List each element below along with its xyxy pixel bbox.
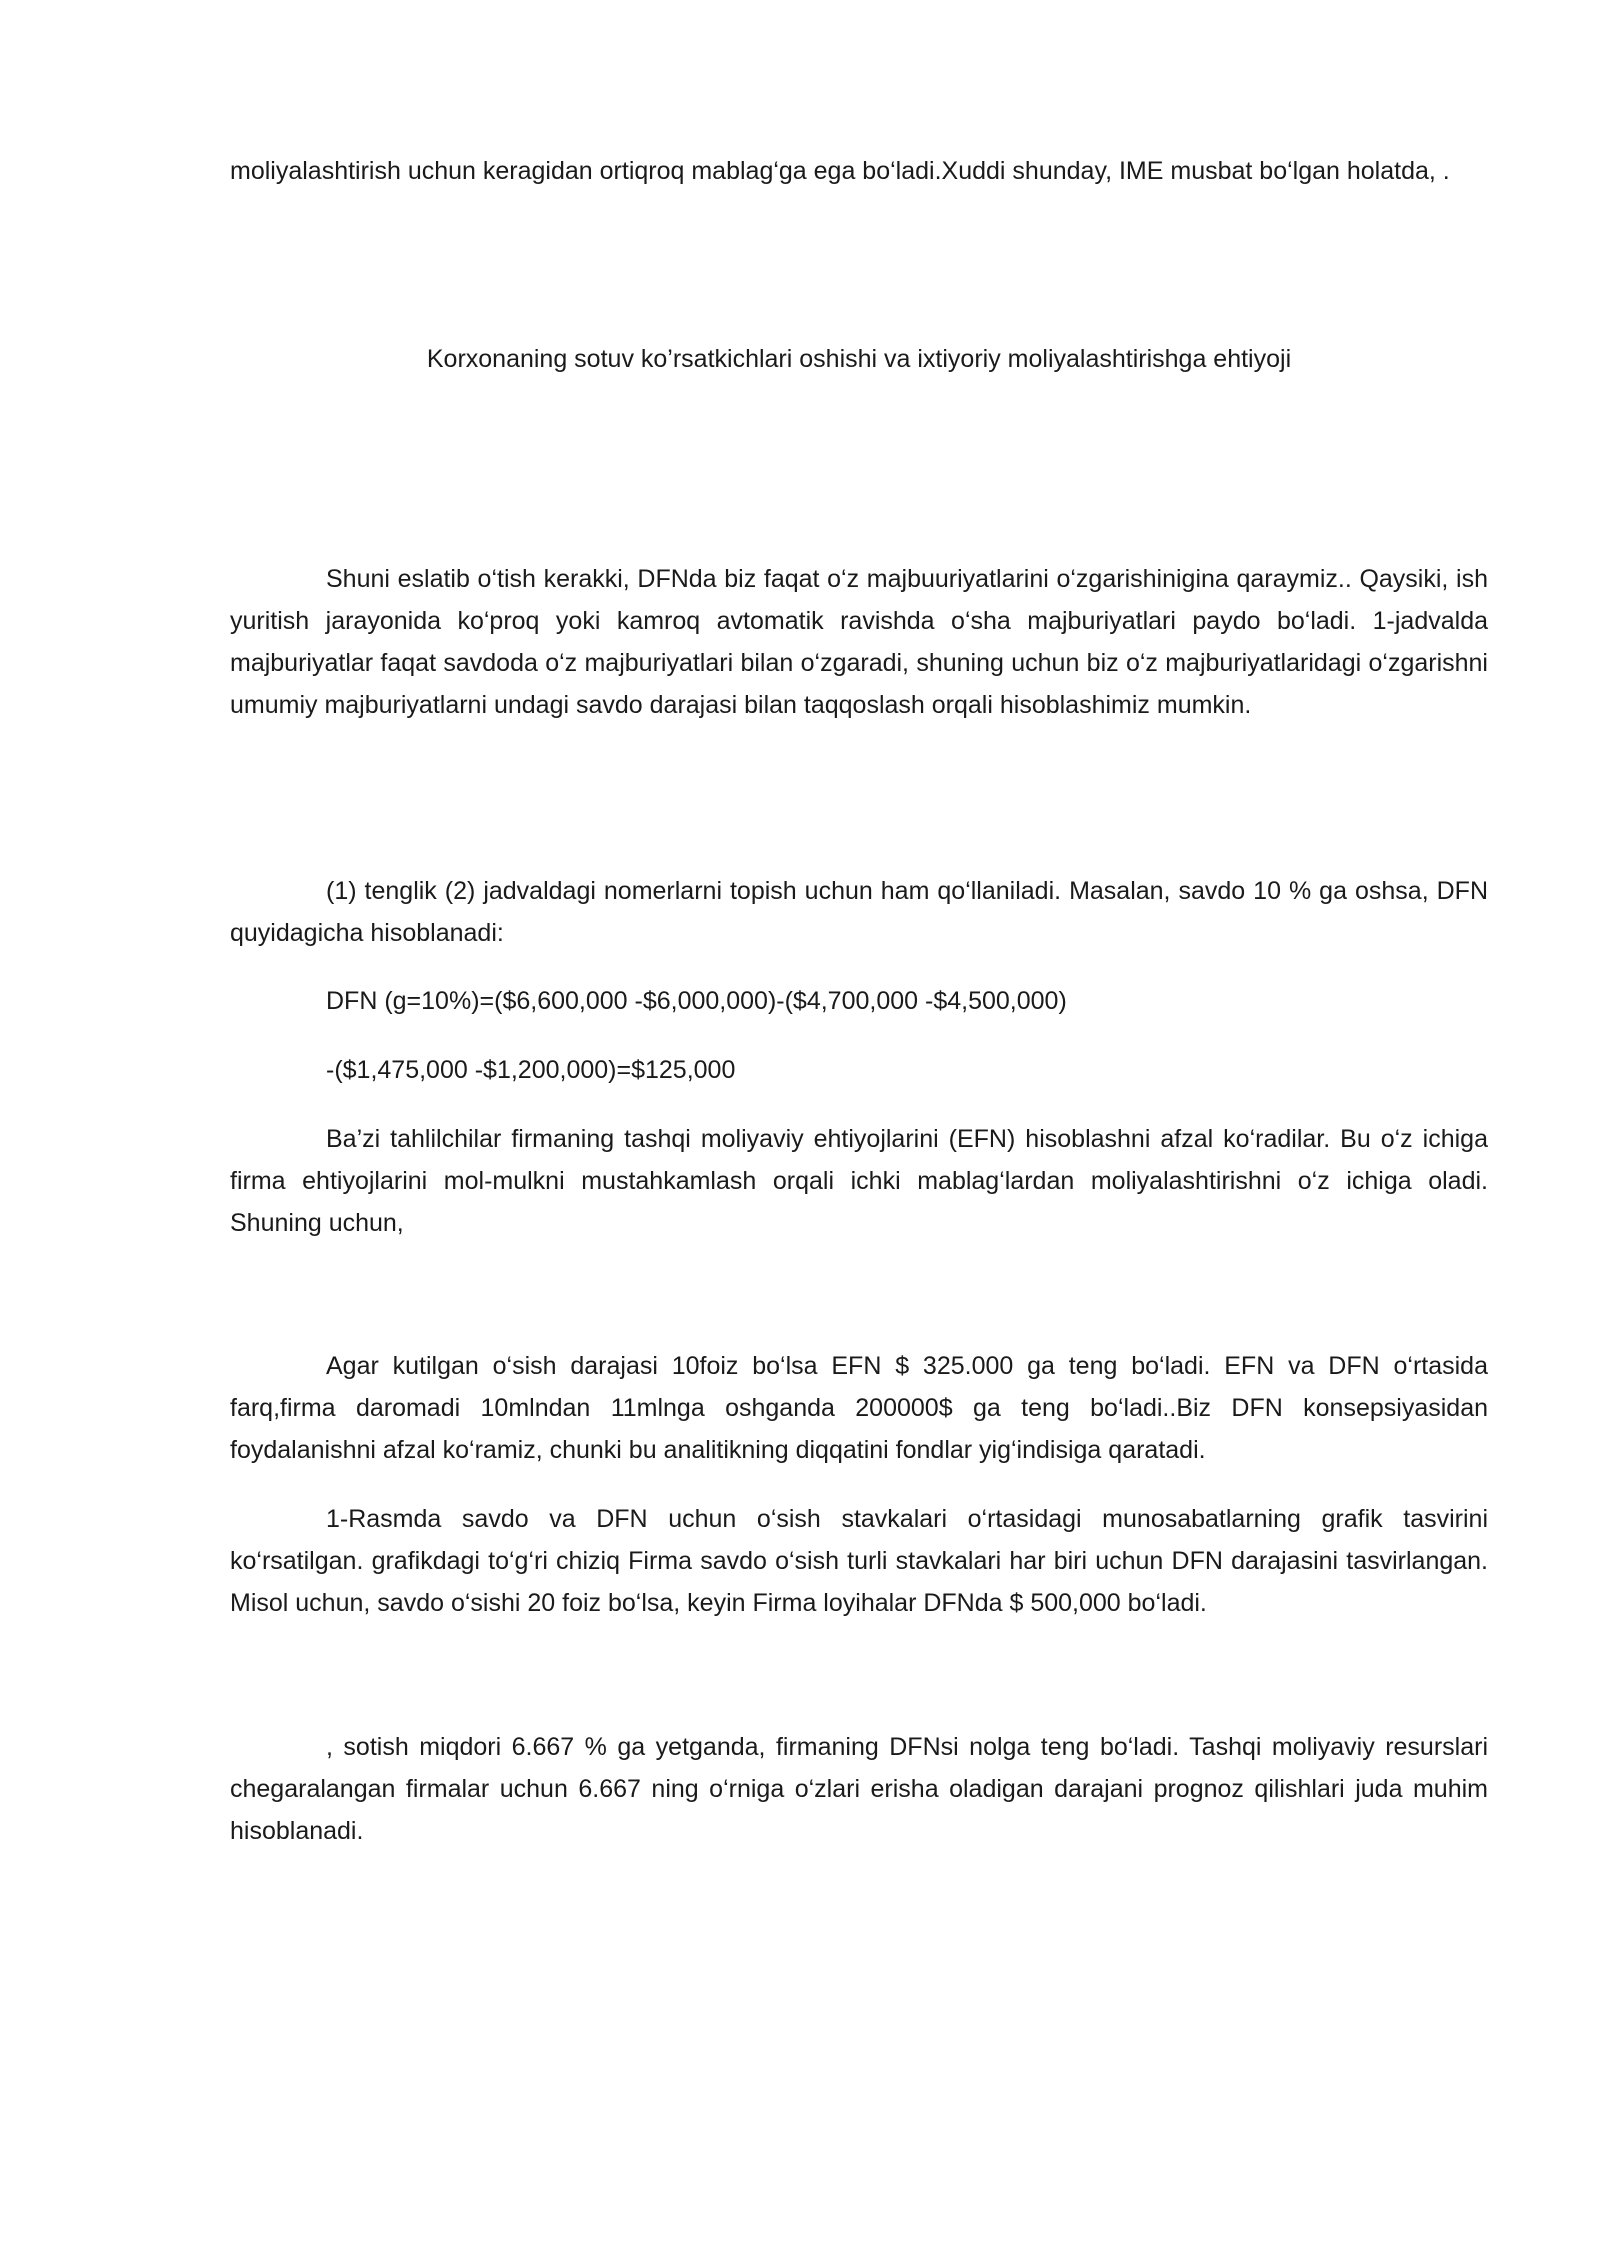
paragraph-efn: Ba’zi tahlilchilar firmaning tashqi moliyaviy ehtiyojlarini (EFN) hisoblashni afzal ko‘radilar. Bu o‘z ichiga firma ehtiyojlarini mol-mulkni mustahkamlash orqali ichki mablag‘lardan moliyalashtirishni o‘z ichiga oladi. Shuning uchun,	[230, 1125, 1488, 1237]
paragraph-growth-rate: Agar kutilgan o‘sish darajasi 10foiz bo‘lsa EFN $ 325.000 ga teng bo‘ladi. EFN va DFN o‘rtasida farq,firma daromadi 10mlndan 11mlnga oshganda 200000$ ga teng bo‘ladi..Biz DFN konsepsiyasidan foydalanishni afzal ko‘ramiz, chunki bu analitikning diqqatini fondlar yig‘indisiga qaratadi.	[230, 1352, 1488, 1464]
formula-line-1: DFN (g=10%)=($6,600,000 -$6,000,000)-($4,700,000 -$4,500,000)	[326, 987, 1067, 1015]
paragraph-zero-dfn: , sotish miqdori 6.667 % ga yetganda, firmaning DFNsi nolga teng bo‘ladi. Tashqi moliyaviy resurslari chegaralangan firmalar uchun 6.667 ning o‘rniga o‘zlari erisha oladigan darajani prognoz qilishlari juda muhim hisoblanadi.	[230, 1733, 1488, 1845]
paragraph-figure-description: 1-Rasmda savdo va DFN uchun o‘sish stavkalari o‘rtasidagi munosabatlarning grafik tasvirini ko‘rsatilgan. grafikdagi to‘g‘ri chiziq Firma savdo o‘sish turli stavkalari har biri uchun DFN darajasini tasvirlangan. Misol uchun, savdo o‘sishi 20 foiz bo‘lsa, keyin Firma loyihalar DFNda $ 500,000 bo‘ladi.	[230, 1505, 1488, 1617]
paragraph-equation-usage: (1) tenglik (2) jadvaldagi nomerlarni topish uchun ham qo‘llaniladi. Masalan, savdo 10 % ga oshsa, DFN quyidagicha hisoblanadi:	[230, 877, 1488, 947]
section-heading: Korxonaning sotuv ko’rsatkichlari oshishi va ixtiyoriy moliyalashtirishga ehtiyoji	[426, 345, 1292, 373]
paragraph-intro: moliyalashtirish uchun keragidan ortiqroq mablag‘ga ega bo‘ladi.Xuddi shunday, IME musbat bo‘lgan holatda, .	[230, 157, 1450, 185]
formula-line-2: -($1,475,000 -$1,200,000)=$125,000	[326, 1056, 736, 1084]
paragraph-dfn-liabilities: Shuni eslatib o‘tish kerakki, DFNda biz faqat o‘z majbuuriyatlarini o‘zgarishinigina qaraymiz.. Qaysiki, ish yuritish jarayonida ko‘proq yoki kamroq avtomatik ravishda o‘sha majburiyatlari paydo bo‘ladi. 1-jadvalda majburiyatlar faqat savdoda o‘z majburiyatlari bilan o‘zgaradi, shuning uchun biz o‘z majburiyatlaridagi o‘zgarishni umumiy majburiyatlarni undagi savdo darajasi bilan taqqoslash orqali hisoblashimiz mumkin.	[230, 565, 1488, 719]
